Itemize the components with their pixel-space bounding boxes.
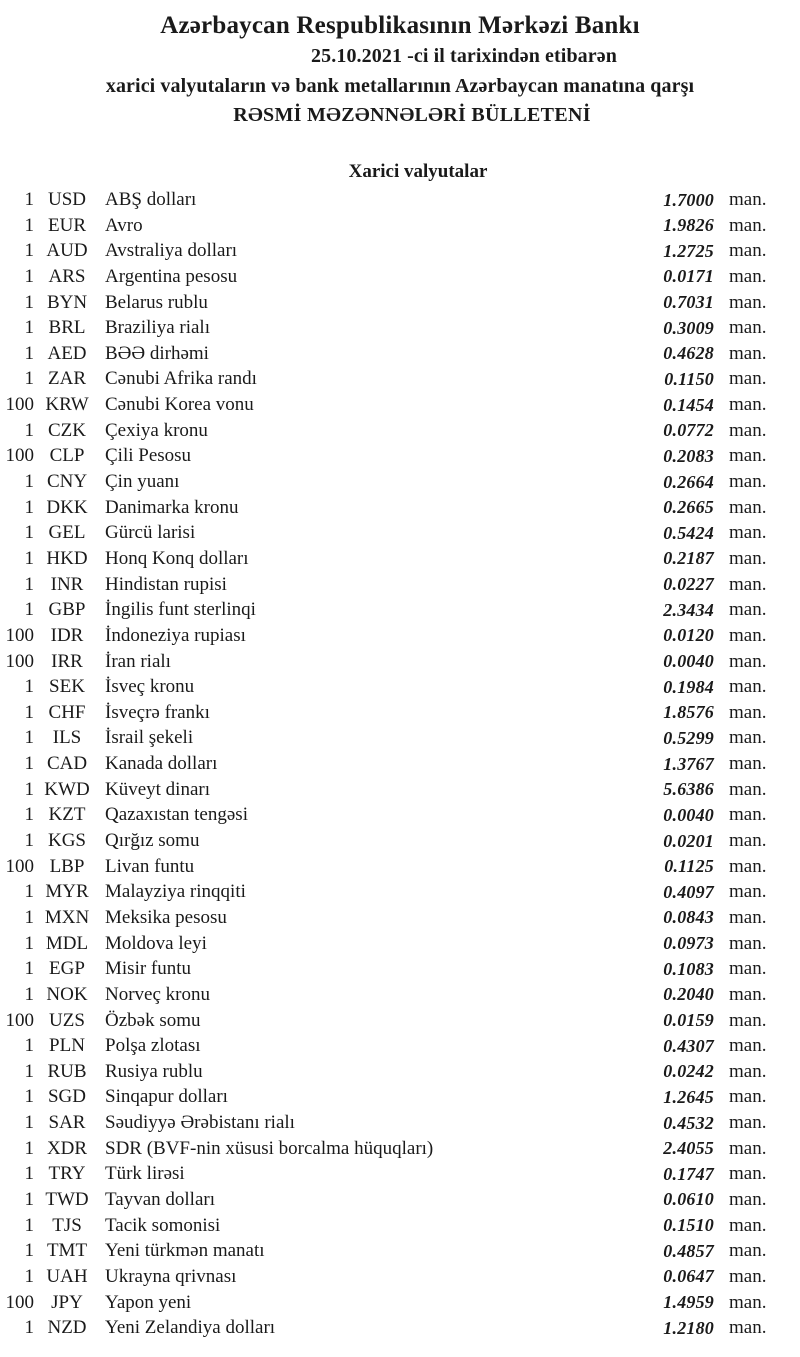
rate-value-cell: 0.0647: [663, 1266, 714, 1287]
table-row: [0, 521, 800, 547]
table-row: [0, 931, 800, 957]
rate-value-cell: 0.0040: [663, 804, 714, 825]
rate-value-cell: 0.0227: [663, 574, 714, 595]
unit-cell: man.: [729, 753, 767, 775]
unit-cell: man.: [729, 804, 767, 826]
table-row: [0, 1162, 800, 1188]
unit-cell: man.: [729, 1188, 767, 1210]
currency-code-cell: TMT: [46, 1240, 88, 1262]
quantity-cell: 1: [24, 1086, 34, 1108]
table-row: [0, 444, 800, 470]
unit-cell: man.: [729, 547, 767, 569]
unit-cell: man.: [729, 830, 767, 852]
rates-table: [0, 187, 800, 1341]
table-row: [0, 803, 800, 829]
table-row: [0, 905, 800, 931]
table-row: [0, 1008, 800, 1034]
rate-value-cell: 0.4628: [663, 343, 714, 364]
quantity-cell: 1: [24, 1060, 34, 1082]
currency-name-cell: Ukrayna qrivnası: [105, 1265, 237, 1287]
table-row: [0, 879, 800, 905]
currency-code-cell: UAH: [46, 1265, 88, 1287]
currency-name-cell: Honq Konq dolları: [105, 547, 249, 569]
unit-cell: man.: [729, 445, 767, 467]
table-row: [0, 1213, 800, 1239]
quantity-cell: 1: [24, 1163, 34, 1185]
table-row: [0, 315, 800, 341]
table-row: [0, 623, 800, 649]
currency-name-cell: Çili Pesosu: [105, 445, 192, 467]
currency-name-cell: Özbək somu: [105, 1009, 201, 1031]
rate-value-cell: 0.4307: [663, 1035, 714, 1056]
quantity-cell: 1: [24, 1240, 34, 1262]
quantity-cell: 100: [5, 650, 34, 672]
currency-code-cell: KRW: [45, 394, 89, 416]
unit-cell: man.: [729, 265, 767, 287]
table-row: [0, 469, 800, 495]
unit-cell: man.: [729, 1112, 767, 1134]
quantity-cell: 1: [24, 958, 34, 980]
rate-value-cell: 0.7031: [663, 292, 714, 313]
table-row: [0, 649, 800, 675]
quantity-cell: 1: [24, 1137, 34, 1159]
quantity-cell: 1: [24, 727, 34, 749]
table-row: [0, 700, 800, 726]
rate-value-cell: 0.4857: [663, 1240, 714, 1261]
rate-value-cell: 0.5424: [663, 522, 714, 543]
currency-code-cell: ZAR: [48, 368, 86, 390]
table-row: [0, 854, 800, 880]
quantity-cell: 1: [24, 701, 34, 723]
currency-name-cell: Türk lirəsi: [105, 1163, 185, 1185]
rate-value-cell: 0.2664: [663, 471, 714, 492]
table-row: [0, 597, 800, 623]
table-row: [0, 982, 800, 1008]
quantity-cell: 1: [24, 471, 34, 493]
currency-name-cell: Qazaxıstan tengəsi: [105, 804, 248, 826]
currency-name-cell: BƏƏ dirhəmi: [105, 342, 209, 364]
currency-name-cell: Malayziya rinqqiti: [105, 881, 246, 903]
currency-code-cell: MYR: [45, 881, 89, 903]
unit-cell: man.: [729, 1086, 767, 1108]
currency-code-cell: CHF: [48, 701, 86, 723]
currency-code-cell: JPY: [51, 1291, 83, 1313]
currency-name-cell: Hindistan rupisi: [105, 573, 227, 595]
quantity-cell: 1: [24, 983, 34, 1005]
currency-code-cell: CAD: [46, 753, 88, 775]
quantity-cell: 1: [24, 317, 34, 339]
currency-code-cell: KGS: [47, 830, 86, 852]
section-title: Xarici valyutalar: [348, 161, 488, 182]
quantity-cell: 1: [24, 214, 34, 236]
unit-cell: man.: [729, 1035, 767, 1057]
quantity-cell: 1: [24, 1035, 34, 1057]
rate-value-cell: 0.0772: [663, 420, 714, 441]
quantity-cell: 1: [24, 522, 34, 544]
table-row: [0, 1059, 800, 1085]
quantity-cell: 100: [5, 855, 34, 877]
currency-code-cell: INR: [50, 573, 84, 595]
currency-code-cell: CZK: [48, 419, 86, 441]
unit-cell: man.: [729, 1291, 767, 1313]
quantity-cell: 100: [5, 445, 34, 467]
table-row: [0, 238, 800, 264]
rate-value-cell: 0.1454: [663, 394, 714, 415]
currency-name-cell: Meksika pesosu: [105, 906, 227, 928]
rate-value-cell: 0.4532: [663, 1112, 714, 1133]
rate-value-cell: 0.1083: [663, 958, 714, 979]
currency-code-cell: XDR: [46, 1137, 88, 1159]
unit-cell: man.: [729, 342, 767, 364]
currency-name-cell: Moldova leyi: [105, 932, 207, 954]
unit-cell: man.: [729, 1317, 767, 1339]
currency-name-cell: Yeni Zelandiya dolları: [105, 1317, 276, 1339]
unit-cell: man.: [729, 624, 767, 646]
bulletin-title: RƏSMİ MƏZƏNNƏLƏRİ BÜLLETENİ: [233, 104, 591, 126]
currency-name-cell: Cənubi Korea vonu: [105, 394, 254, 416]
currency-name-cell: Küveyt dinarı: [105, 778, 211, 800]
table-row: [0, 418, 800, 444]
bulletin-header: [0, 9, 800, 131]
currency-name-cell: İsrail şekeli: [105, 727, 194, 749]
table-row: [0, 828, 800, 854]
currency-name-cell: İndoneziya rupiası: [105, 624, 246, 646]
currency-code-cell: SGD: [47, 1086, 86, 1108]
unit-cell: man.: [729, 368, 767, 390]
currency-name-cell: Braziliya rialı: [105, 317, 210, 339]
unit-cell: man.: [729, 701, 767, 723]
currency-code-cell: KWD: [44, 778, 90, 800]
unit-cell: man.: [729, 676, 767, 698]
currency-name-cell: Avstraliya dolları: [105, 240, 238, 262]
unit-cell: man.: [729, 214, 767, 236]
table-row: [0, 546, 800, 572]
currency-name-cell: Cənubi Afrika randı: [105, 368, 257, 390]
rate-value-cell: 0.0159: [663, 1010, 714, 1030]
quantity-cell: 1: [24, 573, 34, 595]
unit-cell: man.: [729, 1009, 767, 1031]
quantity-cell: 1: [24, 1214, 34, 1236]
rate-value-cell: 0.0120: [663, 625, 714, 646]
currency-code-cell: TJS: [52, 1214, 82, 1236]
table-row: [0, 1238, 800, 1264]
rate-value-cell: 0.1150: [664, 368, 714, 389]
unit-cell: man.: [729, 958, 767, 980]
table-row: [0, 1315, 800, 1341]
currency-code-cell: ILS: [52, 727, 82, 749]
unit-cell: man.: [729, 932, 767, 954]
subtitle-line: xarici valyutaların və bank metallarının Azərbaycan manatına qarşı: [105, 74, 695, 97]
table-row: [0, 187, 800, 213]
currency-name-cell: SDR (BVF-nin xüsusi borcalma hüquqları): [105, 1137, 434, 1159]
unit-cell: man.: [729, 650, 767, 672]
currency-code-cell: ARS: [48, 265, 86, 287]
currency-code-cell: IDR: [50, 624, 84, 646]
unit-cell: man.: [729, 1214, 767, 1236]
rate-value-cell: 1.2180: [663, 1317, 714, 1338]
quantity-cell: 100: [5, 624, 34, 646]
quantity-cell: 1: [24, 342, 34, 364]
table-row: [0, 1110, 800, 1136]
table-row: [0, 1187, 800, 1213]
currency-name-cell: Norveç kronu: [105, 983, 210, 1005]
rate-value-cell: 1.7000: [663, 189, 714, 210]
table-row: [0, 1290, 800, 1316]
quantity-cell: 1: [24, 881, 34, 903]
rate-value-cell: 0.2187: [663, 548, 714, 569]
currency-code-cell: NOK: [46, 983, 88, 1005]
currency-name-cell: Sinqapur dolları: [105, 1086, 228, 1108]
rate-value-cell: 5.6386: [663, 779, 714, 800]
quantity-cell: 1: [24, 419, 34, 441]
rate-value-cell: 0.0201: [663, 830, 714, 851]
currency-name-cell: Rusiya rublu: [105, 1060, 203, 1082]
rate-value-cell: 0.1984: [663, 676, 714, 697]
rate-value-cell: 1.2645: [663, 1086, 714, 1107]
currency-name-cell: Çin yuanı: [105, 471, 180, 493]
currency-code-cell: UZS: [49, 1009, 85, 1031]
currency-name-cell: Tayvan dolları: [105, 1188, 215, 1210]
table-row: [0, 341, 800, 367]
table-row: [0, 777, 800, 803]
quantity-cell: 1: [24, 291, 34, 313]
rate-value-cell: 0.1125: [664, 856, 714, 877]
unit-cell: man.: [729, 906, 767, 928]
unit-cell: man.: [729, 1163, 767, 1185]
currency-code-cell: SAR: [48, 1112, 86, 1134]
table-row: [0, 264, 800, 290]
unit-cell: man.: [729, 855, 767, 877]
currency-name-cell: Səudiyyə Ərəbistanı rialı: [105, 1112, 295, 1134]
table-row: [0, 726, 800, 752]
rate-value-cell: 0.0242: [663, 1061, 714, 1082]
unit-cell: man.: [729, 573, 767, 595]
currency-name-cell: Avro: [105, 214, 143, 236]
quantity-cell: 1: [24, 240, 34, 262]
table-row: [0, 674, 800, 700]
currency-code-cell: DKK: [46, 496, 88, 518]
rate-value-cell: 2.3434: [663, 599, 714, 620]
currency-name-cell: Qırğız somu: [105, 830, 200, 852]
table-row: [0, 392, 800, 418]
unit-cell: man.: [729, 727, 767, 749]
currency-name-cell: Yapon yeni: [105, 1291, 192, 1313]
table-row: [0, 956, 800, 982]
quantity-cell: 100: [5, 394, 34, 416]
unit-cell: man.: [729, 291, 767, 313]
currency-code-cell: MXN: [44, 906, 90, 928]
rate-value-cell: 0.3009: [663, 317, 714, 338]
table-row: [0, 751, 800, 777]
currency-code-cell: AUD: [46, 240, 88, 262]
quantity-cell: 1: [24, 547, 34, 569]
currency-code-cell: HKD: [46, 547, 88, 569]
currency-name-cell: İsveç kronu: [105, 676, 195, 698]
rate-value-cell: 0.2040: [663, 984, 714, 1005]
currency-code-cell: TRY: [48, 1163, 86, 1185]
quantity-cell: 1: [24, 368, 34, 390]
currency-name-cell: Belarus rublu: [105, 291, 208, 313]
currency-code-cell: GEL: [48, 522, 86, 544]
unit-cell: man.: [729, 419, 767, 441]
quantity-cell: 1: [24, 906, 34, 928]
currency-code-cell: KZT: [48, 804, 86, 826]
table-row: [0, 1033, 800, 1059]
quantity-cell: 1: [24, 830, 34, 852]
currency-code-cell: EGP: [49, 958, 85, 980]
currency-code-cell: CNY: [46, 471, 88, 493]
rate-value-cell: 0.1747: [663, 1163, 714, 1184]
quantity-cell: 1: [24, 932, 34, 954]
rate-value-cell: 1.8576: [663, 702, 714, 723]
currency-name-cell: Çexiya kronu: [105, 419, 208, 441]
currency-code-cell: AED: [47, 342, 87, 364]
unit-cell: man.: [729, 983, 767, 1005]
rate-value-cell: 0.0843: [663, 907, 714, 928]
quantity-cell: 100: [5, 1009, 34, 1031]
table-row: [0, 213, 800, 239]
rate-value-cell: 0.4097: [663, 881, 714, 902]
rate-value-cell: 0.0040: [663, 651, 714, 672]
unit-cell: man.: [729, 1137, 767, 1159]
table-row: [0, 1085, 800, 1111]
rate-value-cell: 0.0973: [663, 933, 714, 954]
rate-value-cell: 0.0610: [663, 1189, 714, 1210]
currency-code-cell: BYN: [46, 291, 88, 313]
currency-name-cell: Gürcü larisi: [105, 522, 196, 544]
quantity-cell: 1: [24, 496, 34, 518]
unit-cell: man.: [729, 1265, 767, 1287]
unit-cell: man.: [729, 240, 767, 262]
currency-name-cell: İsveçrə frankı: [105, 701, 210, 723]
quantity-cell: 1: [24, 804, 34, 826]
rate-value-cell: 1.3767: [663, 753, 714, 774]
rate-value-cell: 0.1510: [663, 1215, 714, 1236]
quantity-cell: 1: [24, 676, 34, 698]
unit-cell: man.: [729, 881, 767, 903]
currency-name-cell: Tacik somonisi: [105, 1214, 221, 1236]
rate-value-cell: 0.2083: [663, 445, 714, 466]
rate-value-cell: 0.0171: [663, 266, 714, 287]
currency-code-cell: LBP: [49, 855, 85, 877]
unit-cell: man.: [729, 778, 767, 800]
bank-name-title: Azərbaycan Respublikasının Mərkəzi Bankı: [160, 12, 640, 39]
rate-value-cell: 1.2725: [663, 240, 714, 261]
currency-code-cell: SEK: [49, 676, 85, 698]
table-row: [0, 1136, 800, 1162]
currency-name-cell: İran rialı: [105, 650, 171, 672]
quantity-cell: 1: [24, 753, 34, 775]
unit-cell: man.: [729, 394, 767, 416]
rate-value-cell: 0.2665: [663, 497, 714, 518]
bulletin-page: [0, 9, 800, 1357]
currency-name-cell: Argentina pesosu: [105, 265, 238, 287]
unit-cell: man.: [729, 1240, 767, 1262]
currency-name-cell: Misir funtu: [105, 958, 192, 980]
unit-cell: man.: [729, 496, 767, 518]
rate-value-cell: 1.9826: [663, 215, 714, 236]
quantity-cell: 1: [24, 189, 34, 210]
rate-value-cell: 1.4959: [663, 1292, 714, 1313]
effective-date-line: 25.10.2021 -ci il tarixindən etibarən: [311, 45, 617, 67]
currency-code-cell: EUR: [48, 214, 86, 236]
currency-name-cell: Kanada dolları: [105, 753, 218, 775]
unit-cell: man.: [729, 599, 767, 621]
table-row: [0, 1264, 800, 1290]
currency-name-cell: Yeni türkmən manatı: [105, 1240, 265, 1262]
unit-cell: man.: [729, 317, 767, 339]
currency-name-cell: Polşa zlotası: [105, 1035, 201, 1057]
currency-code-cell: CLP: [49, 445, 85, 467]
currency-code-cell: BRL: [48, 317, 86, 339]
rate-value-cell: 0.5299: [663, 727, 714, 748]
table-row: [0, 367, 800, 393]
currency-code-cell: USD: [47, 189, 86, 210]
quantity-cell: 1: [24, 1317, 34, 1339]
currency-code-cell: GBP: [48, 599, 86, 621]
quantity-cell: 100: [5, 1291, 34, 1313]
currency-code-cell: PLN: [49, 1035, 85, 1057]
table-row: [0, 495, 800, 521]
currency-name-cell: İngilis funt sterlinqi: [105, 599, 256, 621]
currency-code-cell: RUB: [47, 1060, 87, 1082]
unit-cell: man.: [729, 522, 767, 544]
currency-code-cell: IRR: [51, 650, 83, 672]
currency-code-cell: TWD: [45, 1188, 89, 1210]
quantity-cell: 1: [24, 1265, 34, 1287]
unit-cell: man.: [729, 1060, 767, 1082]
unit-cell: man.: [729, 471, 767, 493]
unit-cell: man.: [729, 189, 767, 210]
table-row: [0, 572, 800, 598]
quantity-cell: 1: [24, 778, 34, 800]
quantity-cell: 1: [24, 1188, 34, 1210]
quantity-cell: 1: [24, 1112, 34, 1134]
table-row: [0, 290, 800, 316]
currency-code-cell: MDL: [45, 932, 89, 954]
currency-name-cell: ABŞ dolları: [105, 189, 197, 210]
currency-name-cell: Danimarka kronu: [105, 496, 239, 518]
quantity-cell: 1: [24, 599, 34, 621]
quantity-cell: 1: [24, 265, 34, 287]
rate-value-cell: 2.4055: [663, 1138, 714, 1159]
currency-name-cell: Livan funtu: [105, 855, 195, 877]
currency-code-cell: NZD: [47, 1317, 87, 1339]
